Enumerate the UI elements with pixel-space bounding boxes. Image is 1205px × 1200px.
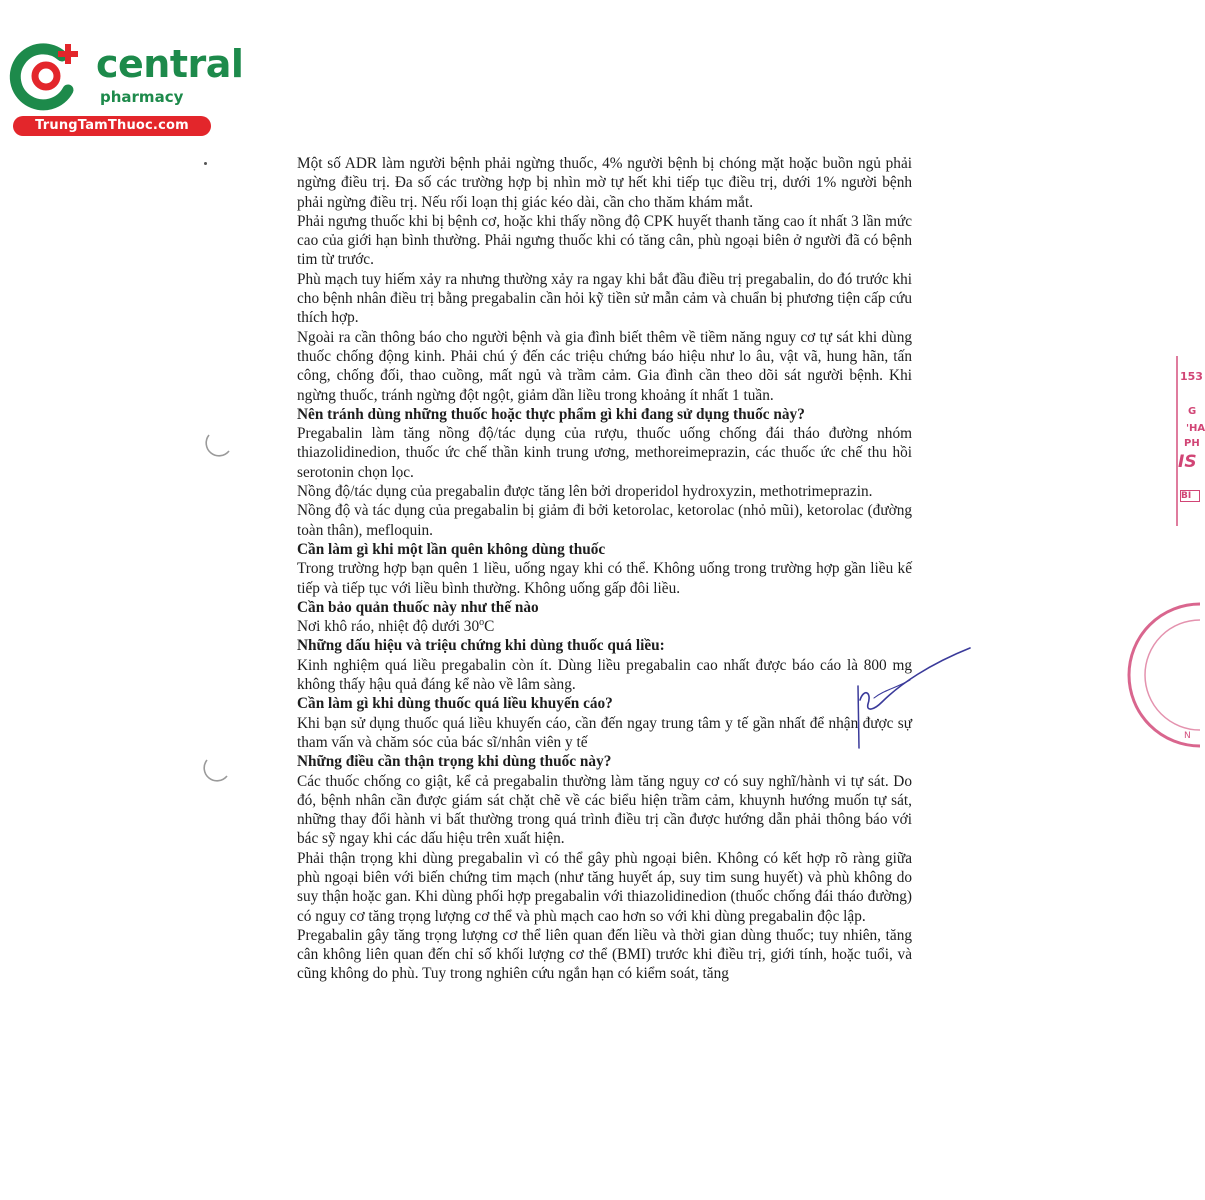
paragraph: Phải thận trọng khi dùng pregabalin vì có thể gây phù ngoại biên. Không có kết hợp rõ ràng giữa phù ngoại biên với biến chứng tim mạch (như tăng huyết áp, suy tim sung huyết) và phù không do suy thận hoặc gan. Khi dùng phối hợp pregabalin với thiazolidinedion (thuốc chống đái tháo đường) có nguy cơ tăng trọng lượng cơ thể và phù mạch cao hơn so với khi dùng pregabalin độc lập. [297,849,912,925]
temp-unit: C [484,618,495,636]
temp-text: Nơi khô ráo, nhiệt độ dưới 30 [297,618,480,636]
section-heading: Những dấu hiệu và triệu chứng khi dùng thuốc quá liều: [297,637,665,655]
paragraph: Khi bạn sử dụng thuốc quá liều khuyến cáo, cần đến ngay trung tâm y tế gần nhất để nhận được sự tham vấn và chăm sóc của bác sĩ/nhân viên y tế [297,714,912,751]
paragraph: Pregabalin làm tăng nồng độ/tác dụng của rượu, thuốc uống chống đái tháo đường nhóm thiazolidinedion, thuốc ức chế thần kinh trung ương, methoreimeprazin, các thuốc ức chế thu hồi serotonin chọn lọc. [297,425,912,481]
stamp-fragment: PH [1184,438,1200,449]
punched-hole-icon [201,752,231,782]
degree-sup: o [479,617,485,629]
paragraph: Kinh nghiệm quá liều pregabalin còn ít. Dùng liều pregabalin cao nhất được báo cáo là 800 mg không thấy hậu quả đáng kể nào về lâm sàng. [297,656,912,694]
paragraph: Nồng độ/tác dụng của pregabalin được tăng lên bởi droperidol hydroxyzin, methotrimeprazin. [297,483,873,501]
document-body [297,154,912,984]
section-heading: Cần bảo quản thuốc này như thế nào [297,598,539,616]
storage-temperature [297,617,912,636]
signature-icon [830,640,980,750]
svg-text:N: N [1184,731,1191,741]
scan-speck [204,162,207,165]
stamp-fragment: BI [1180,490,1200,502]
stamp-fragment: 'HA [1186,423,1205,434]
punched-hole-icon [203,427,233,457]
paragraph: Phải ngưng thuốc khi bị bệnh cơ, hoặc khi thấy nồng độ CPK huyết thanh tăng cao ít nhất 3 lần mức cao của giới hạn bình thường. Phải ngưng thuốc khi có tăng cân, phù ngoại biên ở người đã có bệnh tim từ trước. [297,212,912,269]
logo-mark-icon [10,38,86,114]
stamp-fragment: IS [1178,452,1197,472]
logo-name: central [96,42,244,86]
paragraph: Các thuốc chống co giật, kể cả pregabalin thường làm tăng nguy cơ có suy nghĩ/hành vi tự sát. Do đó, bệnh nhân cần được giám sát chặt chẽ về các biểu hiện trầm cảm, khuynh hướng muốn tự sát, những thay đổi hành vi bất thường trong quá trình điều trị cần được hướng dẫn phải thông báo với bác sỹ ngay khi các dấu hiệu trên xuất hiện. [297,772,912,848]
logo-subtitle: pharmacy [100,88,184,106]
paragraph: Phù mạch tuy hiếm xảy ra nhưng thường xảy ra ngay khi bắt đầu điều trị pregabalin, do đó trước khi cho bệnh nhân điều trị bằng pregabalin cần hỏi kỹ tiền sử mẫn cảm và chuẩn bị phương tiện cấp cứu thích hợp. [297,270,912,327]
paragraph: Nồng độ và tác dụng của pregabalin bị giảm đi bởi ketorolac, ketorolac (nhỏ mũi), ketorolac (đường toàn thân), mefloquin. [297,502,912,539]
stamp-fragment: 153 [1180,370,1203,383]
paragraph: Pregabalin gây tăng trọng lượng cơ thể liên quan đến liều và thời gian dùng thuốc; tuy nhiên, tăng cân không liên quan đến chỉ số khối lượng cơ thể (BMI) trước khi điều trị, giới tính, hoặc tuổi, và cũng không do phù. Tuy trong nghiên cứu ngắn hạn có kiểm soát, tăng [297,926,912,983]
paragraph: Trong trường hợp bạn quên 1 liều, uống ngay khi có thể. Không uống trong trường hợp gần liều kế tiếp và tiếp tục với liều bình thường. Không uống gấp đôi liều. [297,560,912,597]
stamp-seal-icon [1170,600,1200,750]
paragraph: Một số ADR làm người bệnh phải ngừng thuốc, 4% người bệnh bị chóng mặt hoặc buồn ngủ phải ngừng điều trị. Đa số các trường hợp bị nhìn mờ tự hết khi tiếp tục điều trị, dưới 1% người bệnh phải ngừng điều trị. Nếu rối loạn thị giác kéo dài, cần cho thăm khám mắt. [297,155,912,211]
stamp-fragment: G [1188,406,1197,417]
section-heading: Cần làm gì khi dùng thuốc quá liều khuyến cáo? [297,695,613,713]
section-heading: Cần làm gì khi một lần quên không dùng thuốc [297,540,606,558]
paragraph: Ngoài ra cần thông báo cho người bệnh và gia đình biết thêm về tiềm năng nguy cơ tự sát khi dùng thuốc chống động kinh. Phải chú ý đến các triệu chứng báo hiệu như lo âu, vật vã, hung hãn, tấn công, chống đối, thao cuồng, mất ngủ và trầm cảm. Gia đình cần theo dõi sát người bệnh. Khi ngừng thuốc, tránh ngừng đột ngột, giảm dần liều trong khoảng ít nhất 1 tuần. [297,328,912,404]
section-heading: Những điều cần thận trọng khi dùng thuốc này? [297,753,612,771]
central-pharmacy-logo [10,38,244,138]
section-heading: Nên tránh dùng những thuốc hoặc thực phẩm gì khi đang sử dụng thuốc này? [297,405,805,423]
logo-banner: TrungTamThuoc.com [13,116,211,136]
